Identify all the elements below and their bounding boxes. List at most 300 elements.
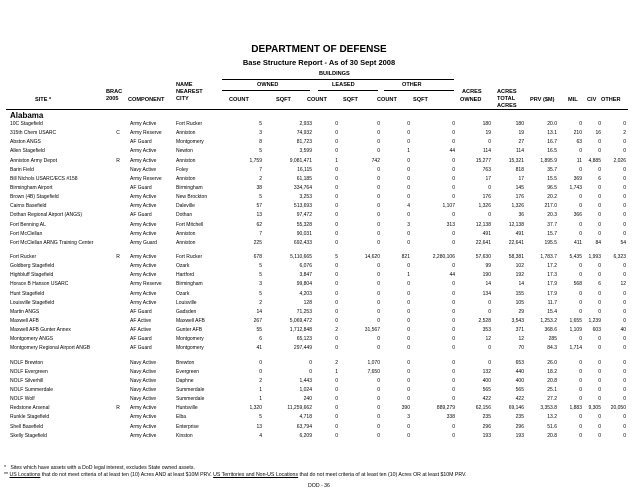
total-acres: 653 <box>515 359 524 366</box>
nearest-city: Foley <box>176 166 189 173</box>
mil-count: 0 <box>579 194 582 201</box>
other-count: 3 <box>407 221 410 228</box>
other-personnel-count: 12 <box>620 281 626 288</box>
footnote-2-territories: US Territories and Non-US Locations <box>213 472 299 478</box>
leased-sqft: 0 <box>377 221 380 228</box>
leased-sqft: 742 <box>371 157 380 164</box>
nearest-city: Daphne <box>176 377 194 384</box>
leased-sqft: 0 <box>377 281 380 288</box>
owned-sqft: 11,259,662 <box>287 405 312 412</box>
owned-count: 678 <box>253 254 262 261</box>
other-count: 0 <box>407 157 410 164</box>
table-row <box>0 369 638 378</box>
other-count: 0 <box>407 175 410 182</box>
site-name: Allen Stagefield <box>10 148 45 155</box>
leased-count: 0 <box>335 184 338 191</box>
other-sqft: 889,279 <box>436 405 455 412</box>
mil-count: 0 <box>579 299 582 306</box>
leased-count: 0 <box>335 166 338 173</box>
site-name: Goldberg Stagefield <box>10 263 55 270</box>
leased-sqft: 7,650 <box>367 368 380 375</box>
other-count: 0 <box>407 121 410 127</box>
table-row <box>0 263 638 272</box>
table-row <box>0 433 638 442</box>
owned-count: 5 <box>259 194 262 201</box>
owned-sqft: 55,328 <box>296 221 312 228</box>
owned-sqft: 74,932 <box>296 130 312 137</box>
leased-count: 2 <box>335 359 338 366</box>
other-count: 821 <box>401 254 410 261</box>
owned-sqft: 0 <box>309 368 312 375</box>
other-count: 0 <box>407 396 410 403</box>
leased-sqft: 0 <box>377 387 380 394</box>
leased-sqft: 0 <box>377 184 380 191</box>
component: AF Guard <box>130 308 152 315</box>
prv-value: 13.2 <box>547 414 557 421</box>
component: Navy Active <box>130 377 157 384</box>
table-row <box>0 194 638 203</box>
other-count: 0 <box>407 230 410 237</box>
leased-rule <box>318 90 378 91</box>
civ-count: 0 <box>598 212 601 219</box>
owned-count: 8 <box>259 139 262 146</box>
other-personnel-count: 0 <box>623 290 626 297</box>
prv-value: 15.7 <box>547 230 557 237</box>
other-sqft: 44 <box>449 148 455 155</box>
acres-owned: 12 <box>485 336 491 343</box>
table-row <box>0 327 638 336</box>
leased-sqft-header: SQFT <box>343 97 358 103</box>
table-row <box>0 396 638 405</box>
leased-group-header: LEASED <box>332 82 355 88</box>
other-personnel-count: 0 <box>623 121 626 127</box>
owned-sqft: 9,081,471 <box>289 157 312 164</box>
other-personnel-count: 0 <box>623 368 626 375</box>
total-acres: 15,321 <box>508 157 524 164</box>
nearest-city: Enterprise <box>176 423 199 430</box>
civ-count: 0 <box>598 139 601 146</box>
leased-count: 0 <box>335 308 338 315</box>
nearest-city: Gunter AFB <box>176 327 203 334</box>
total-acres: 145 <box>515 184 524 191</box>
table-row <box>0 185 638 194</box>
other-sqft: 0 <box>452 368 455 375</box>
component: Army Active <box>130 221 157 228</box>
civ-count: 0 <box>598 387 601 394</box>
other-count: 0 <box>407 263 410 270</box>
site-name: Horace B Hanson USARC <box>10 281 69 288</box>
component: Army Active <box>130 194 157 201</box>
leased-count: 0 <box>335 121 338 127</box>
prv-value: 1,253.2 <box>540 318 557 324</box>
other-personnel-count: 0 <box>623 359 626 366</box>
footnote-2 <box>4 472 466 478</box>
mil-count: 0 <box>579 336 582 343</box>
acres-total-header-line1: ACRES <box>497 89 517 95</box>
total-acres: 235 <box>515 414 524 421</box>
total-acres: 17 <box>518 175 524 182</box>
nearest-city: Hartford <box>176 272 195 279</box>
leased-count: 1 <box>335 157 338 164</box>
mil-count: 0 <box>579 414 582 421</box>
total-acres: 1,326 <box>511 203 524 210</box>
other-personnel-count: 0 <box>623 423 626 430</box>
leased-count: 0 <box>335 318 338 324</box>
acres-owned-header-line1: ACRES <box>462 89 482 95</box>
civ-count: 0 <box>598 203 601 210</box>
table-row <box>0 130 638 139</box>
civ-count: 0 <box>598 272 601 279</box>
owned-sqft: 240 <box>303 396 312 403</box>
other-personnel-count: 0 <box>623 396 626 403</box>
total-acres: 105 <box>515 299 524 306</box>
nearest-city: Evergreen <box>176 368 200 375</box>
acres-total-header-line2: TOTAL <box>497 96 516 102</box>
other-count: 0 <box>407 368 410 375</box>
component: Army Active <box>130 272 157 279</box>
acres-owned-header-line2: OWNED <box>460 97 482 103</box>
other-personnel-count: 20,050 <box>610 405 626 412</box>
other-sqft: 0 <box>452 423 455 430</box>
owned-count: 0 <box>259 368 262 375</box>
component-header: COMPONENT <box>128 97 165 103</box>
other-personnel-count: 6,323 <box>613 254 626 261</box>
total-acres: 193 <box>515 432 524 439</box>
other-personnel-count: 40 <box>620 327 626 334</box>
site-name: Redstone Arsenal <box>10 405 50 412</box>
nearest-city: Summerdale <box>176 396 205 403</box>
owned-count: 7 <box>259 166 262 173</box>
table-row <box>0 176 638 185</box>
other-personnel-count: 0 <box>623 318 626 324</box>
civ-count: 0 <box>598 184 601 191</box>
mil-count: 0 <box>579 377 582 384</box>
table-row <box>0 281 638 290</box>
leased-count: 0 <box>335 423 338 430</box>
nearest-city: Gadsden <box>176 308 197 315</box>
mil-count: 1,883 <box>569 405 582 412</box>
table-row <box>0 254 638 263</box>
acres-owned: 114 <box>483 148 491 155</box>
acres-owned: 17 <box>485 175 491 182</box>
other-count: 0 <box>407 308 410 315</box>
owned-count: 1 <box>259 396 262 403</box>
table-row <box>0 272 638 281</box>
component: Navy Active <box>130 396 157 403</box>
prv-value: 368.6 <box>544 327 557 334</box>
owned-sqft: 297,449 <box>293 345 312 352</box>
site-name: Runkle Stagefield <box>10 414 50 421</box>
city-header-line1: NAME <box>176 82 193 88</box>
other-sqft: 0 <box>452 396 455 403</box>
other-count: 3 <box>407 414 410 421</box>
leased-count: 0 <box>335 230 338 237</box>
mil-count: 210 <box>573 130 582 137</box>
other-count: 0 <box>407 184 410 191</box>
prv-value: 16.5 <box>547 148 557 155</box>
component: Army Active <box>130 263 157 270</box>
nearest-city: Newton <box>176 148 193 155</box>
leased-count: 0 <box>335 290 338 297</box>
civ-count: 0 <box>598 166 601 173</box>
mil-count: 0 <box>579 221 582 228</box>
site-name: Dothan Regional Airport (ANGS) <box>10 212 82 219</box>
total-acres: 192 <box>515 272 524 279</box>
total-acres: 176 <box>515 194 524 201</box>
acres-owned: 353 <box>482 327 491 334</box>
acres-owned: 22,641 <box>475 239 491 246</box>
report-title: DEPARTMENT OF DEFENSE <box>251 44 387 55</box>
leased-sqft: 14,620 <box>364 254 380 261</box>
civ-count: 603 <box>592 327 601 334</box>
owned-rule <box>222 90 310 91</box>
prv-value: 96.5 <box>547 184 557 191</box>
component: AF Active <box>130 318 152 324</box>
owned-sqft: 90,031 <box>296 230 312 237</box>
leased-sqft: 0 <box>377 148 380 155</box>
leased-sqft: 0 <box>377 423 380 430</box>
other-sqft: 0 <box>452 281 455 288</box>
table-row <box>0 148 638 157</box>
owned-sqft: 334,764 <box>293 184 312 191</box>
nearest-city: Elba <box>176 414 187 421</box>
leased-count: 0 <box>335 148 338 155</box>
prv-value: 27.2 <box>547 396 557 403</box>
site-name: NOLF Summerdale <box>10 387 54 394</box>
leased-sqft: 0 <box>377 272 380 279</box>
table-row <box>0 139 638 148</box>
owned-count: 14 <box>256 308 262 315</box>
nearest-city: Anniston <box>176 157 196 164</box>
civ-count: 4,885 <box>588 157 601 164</box>
owned-count: 1,320 <box>249 405 262 412</box>
other-sqft: 0 <box>452 308 455 315</box>
acres-owned: 132 <box>482 368 491 375</box>
total-acres: 12 <box>518 336 524 343</box>
prv-value: 37.7 <box>547 221 557 228</box>
other-personnel-count: 0 <box>623 387 626 394</box>
other-personnel-header: OTHER <box>601 97 621 103</box>
other-sqft: 0 <box>452 387 455 394</box>
site-name: Anniston Army Depot <box>10 157 57 164</box>
component: Army Reserve <box>130 175 162 182</box>
table-row <box>0 291 638 300</box>
component: Navy Active <box>130 387 157 394</box>
leased-sqft: 1,070 <box>367 359 380 366</box>
other-sqft: 0 <box>452 327 455 334</box>
buildings-group-header: BUILDINGS <box>319 71 350 77</box>
other-personnel-count: 0 <box>623 230 626 237</box>
footnote-2-mark: ** <box>4 472 9 478</box>
civ-count: 0 <box>598 121 601 127</box>
prv-value: 20.0 <box>547 121 557 127</box>
brac-header-line1: BRAC <box>106 89 123 95</box>
leased-count: 0 <box>335 221 338 228</box>
nearest-city: Ozark <box>176 263 190 270</box>
acres-owned: 0 <box>488 359 491 366</box>
owned-sqft: 513,693 <box>293 203 312 210</box>
other-personnel-count: 54 <box>620 239 626 246</box>
mil-count: 0 <box>579 272 582 279</box>
other-count: 4 <box>407 203 410 210</box>
total-acres: 180 <box>515 121 524 127</box>
report-subtitle: Base Structure Report - As of 30 Sept 2008 <box>242 58 396 67</box>
civ-count: 16 <box>595 130 601 137</box>
component: Navy Active <box>130 359 157 366</box>
owned-sqft: 99,804 <box>296 281 312 288</box>
leased-sqft: 0 <box>377 263 380 270</box>
leased-sqft: 0 <box>377 414 380 421</box>
leased-count: 0 <box>335 336 338 343</box>
owned-count: 41 <box>256 345 262 352</box>
leased-count: 0 <box>335 345 338 352</box>
component: Navy Active <box>130 166 157 173</box>
mil-count: 0 <box>579 203 582 210</box>
civ-count: 0 <box>598 359 601 366</box>
site-name: Skelly Stagefield <box>10 432 47 439</box>
table-row <box>0 222 638 231</box>
owned-count: 55 <box>256 327 262 334</box>
leased-sqft: 0 <box>377 345 380 352</box>
other-personnel-count: 0 <box>623 148 626 155</box>
other-personnel-count: 0 <box>623 194 626 201</box>
other-count: 0 <box>407 139 410 146</box>
owned-sqft: 5,110,665 <box>290 254 312 261</box>
brac-code: R <box>116 405 120 412</box>
other-personnel-count: 0 <box>623 263 626 270</box>
component: Army Active <box>130 432 157 439</box>
footnote-2-text-a: that do not meet criteria of at least ten (10) Acres AND at least $10M PRV. <box>40 472 214 478</box>
leased-sqft: 0 <box>377 175 380 182</box>
component: Army Reserve <box>130 281 162 288</box>
brac-code: R <box>116 157 120 164</box>
owned-group-header: OWNED <box>257 82 279 88</box>
site-name: NOLF Wolf <box>10 396 35 403</box>
city-header-line2: NEAREST <box>176 89 203 95</box>
table-row <box>0 121 638 130</box>
prv-value: 13.1 <box>547 130 557 137</box>
site-name: NOLF Evergreen <box>10 368 48 375</box>
acres-owned: 190 <box>482 272 491 279</box>
owned-count: 0 <box>259 359 262 366</box>
site-name: Highbluff Stagefield <box>10 272 54 279</box>
owned-sqft: 6,209 <box>299 432 312 439</box>
leased-sqft: 0 <box>377 396 380 403</box>
other-sqft: 338 <box>446 414 455 421</box>
other-sqft: 0 <box>452 299 455 306</box>
table-row <box>0 167 638 176</box>
civ-count: 6 <box>598 281 601 288</box>
component: Army Active <box>130 414 157 421</box>
site-name: Montgomery Regional Airport ANGB <box>10 345 91 352</box>
total-acres: 296 <box>515 423 524 430</box>
civ-count: 0 <box>598 414 601 421</box>
owned-sqft: 1,024 <box>299 387 312 394</box>
site-name: 315th Chem USARC <box>10 130 57 137</box>
total-acres: 36 <box>518 212 524 219</box>
other-count: 0 <box>407 130 410 137</box>
mil-count: 0 <box>579 263 582 270</box>
prv-value: 20.8 <box>547 377 557 384</box>
nearest-city: Montgomery <box>176 336 204 343</box>
table-row <box>0 300 638 309</box>
other-count: 1 <box>407 148 410 155</box>
acres-owned: 763 <box>482 166 491 173</box>
acres-owned: 15,277 <box>475 157 491 164</box>
table-row <box>0 387 638 396</box>
component: Army Active <box>130 290 157 297</box>
leased-count: 0 <box>335 272 338 279</box>
prv-value: 20.8 <box>547 432 557 439</box>
acres-owned: 1,326 <box>478 203 491 210</box>
other-count: 0 <box>407 359 410 366</box>
total-acres: 371 <box>515 327 524 334</box>
mil-count: 0 <box>579 148 582 155</box>
acres-owned: 180 <box>482 121 491 127</box>
owned-sqft: 4,718 <box>299 414 312 421</box>
owned-sqft: 81,723 <box>296 139 312 146</box>
leased-sqft: 0 <box>377 405 380 412</box>
table-row <box>0 414 638 423</box>
other-sqft: 0 <box>452 432 455 439</box>
total-acres: 818 <box>515 166 524 173</box>
nearest-city: Huntsville <box>176 405 198 412</box>
prv-value: 84.3 <box>547 345 557 352</box>
acres-owned: 12,138 <box>475 221 491 228</box>
other-count: 0 <box>407 423 410 430</box>
site-name: Maxwell AFB <box>10 318 39 324</box>
brac-code: C <box>116 130 120 137</box>
table-row <box>0 231 638 240</box>
prv-header: PRV ($M) <box>530 97 555 103</box>
owned-count: 57 <box>256 203 262 210</box>
table-row <box>0 203 638 212</box>
owned-count: 6 <box>259 336 262 343</box>
table-row <box>0 212 638 221</box>
prv-value: 16.7 <box>547 139 557 146</box>
component: Army Active <box>130 423 157 430</box>
acres-owned: 99 <box>485 263 491 270</box>
nearest-city: Birmingham <box>176 281 203 288</box>
owned-count: 62 <box>256 221 262 228</box>
mil-count: 0 <box>579 166 582 173</box>
total-acres: 19 <box>518 130 524 137</box>
total-acres: 114 <box>516 148 524 155</box>
table-row <box>0 336 638 345</box>
acres-owned: 14 <box>485 281 491 288</box>
table-row <box>0 309 638 318</box>
total-acres: 22,641 <box>508 239 524 246</box>
acres-owned: 0 <box>488 345 491 352</box>
other-sqft: 2,280,106 <box>432 254 455 261</box>
owned-count: 225 <box>253 239 262 246</box>
leased-sqft: 0 <box>377 139 380 146</box>
leased-sqft: 0 <box>377 194 380 201</box>
mil-count: 366 <box>573 212 582 219</box>
other-personnel-count: 0 <box>623 377 626 384</box>
other-sqft: 0 <box>452 194 455 201</box>
component: Army Active <box>130 299 157 306</box>
owned-count: 2 <box>259 299 262 306</box>
civ-count: 0 <box>598 377 601 384</box>
mil-count: 0 <box>579 423 582 430</box>
other-count: 0 <box>407 194 410 201</box>
leased-count: 0 <box>335 203 338 210</box>
site-name: NOLF Silverhill <box>10 377 44 384</box>
owned-count: 5 <box>259 148 262 155</box>
owned-sqft: 16,115 <box>297 166 312 173</box>
nearest-city: Summerdale <box>176 387 205 394</box>
